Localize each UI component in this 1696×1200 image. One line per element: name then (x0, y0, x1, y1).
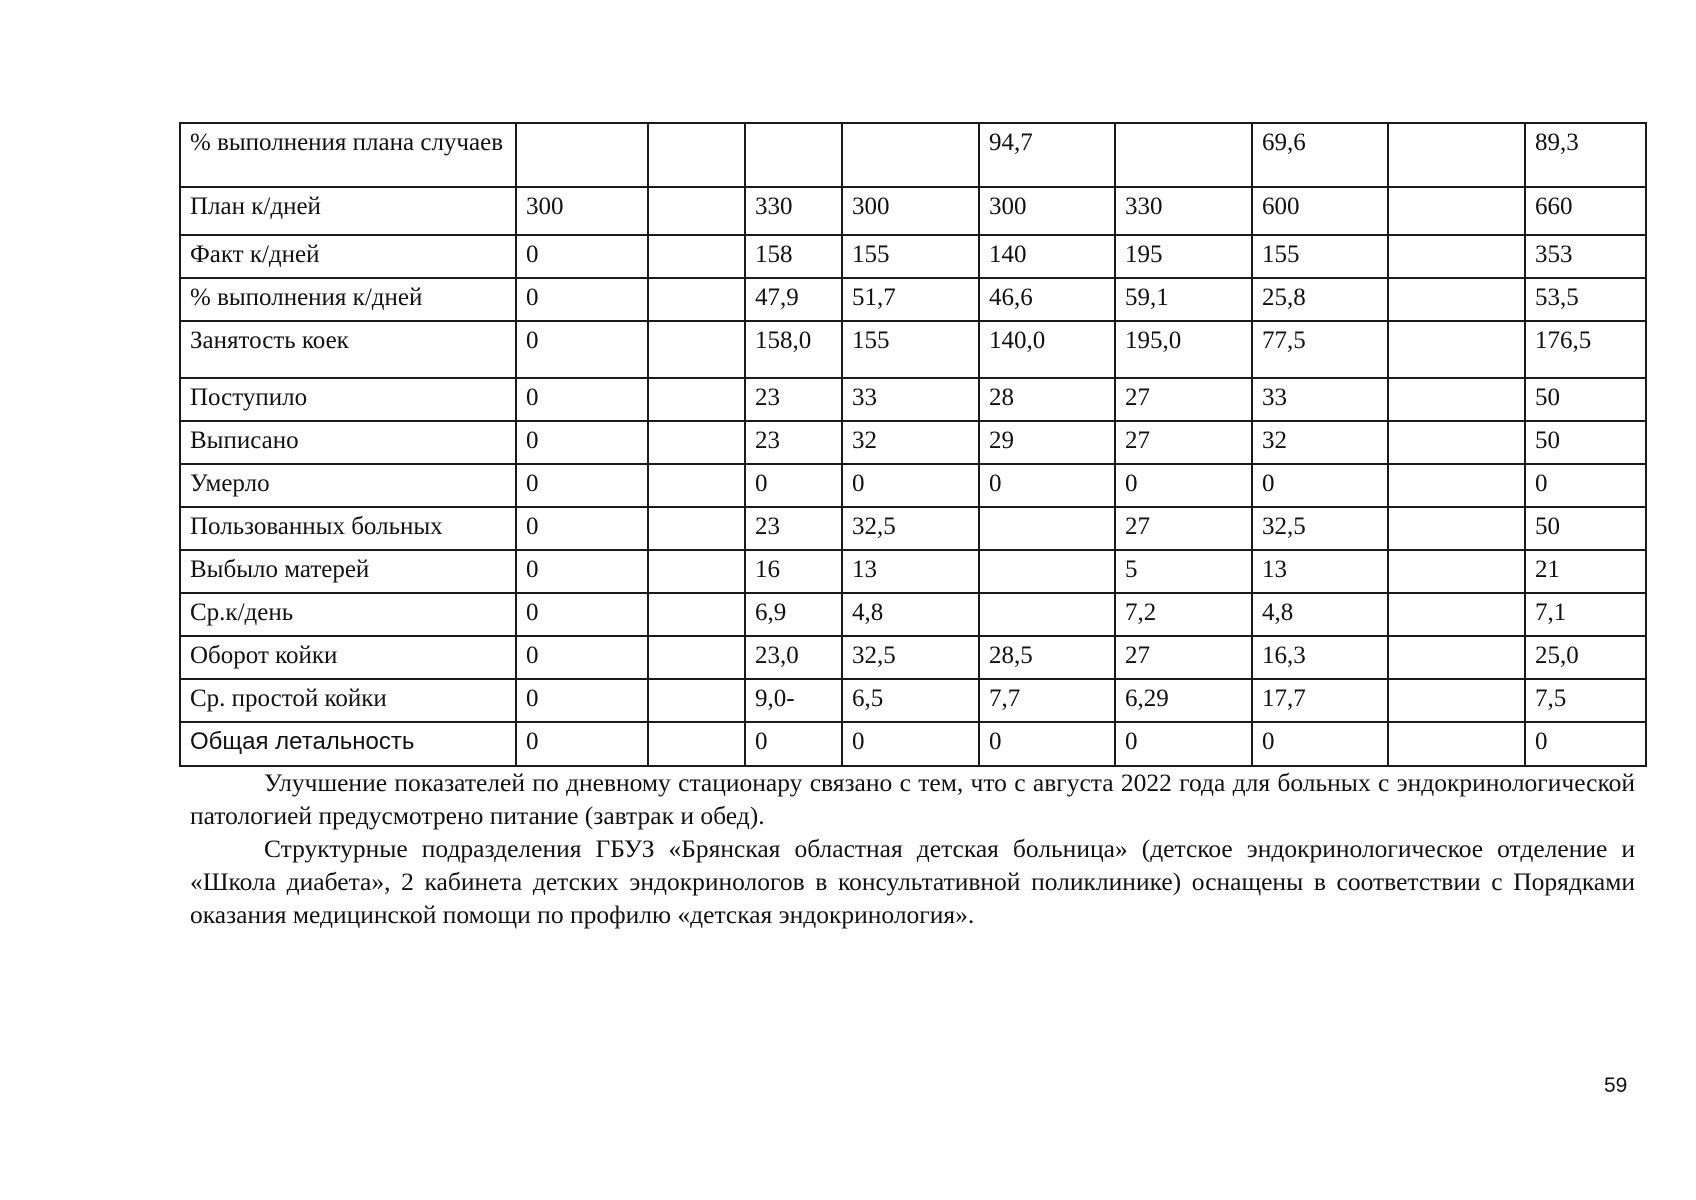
table-cell: 23 (745, 507, 842, 550)
table-cell: 0 (516, 679, 648, 722)
table-cell (1388, 235, 1525, 278)
table-cell: 0 (1115, 722, 1252, 766)
table-cell: 600 (1252, 187, 1388, 235)
table-cell: 353 (1525, 235, 1646, 278)
table-cell (648, 321, 745, 378)
table-cell (979, 507, 1115, 550)
row-label: Пользованных больных (180, 507, 516, 550)
table-cell: 23 (745, 378, 842, 421)
table-cell (842, 123, 979, 187)
table-cell: 4,8 (1252, 593, 1388, 636)
table-cell: 0 (979, 464, 1115, 507)
table-cell: 0 (1252, 722, 1388, 766)
table-cell: 17,7 (1252, 679, 1388, 722)
table-row (180, 378, 1646, 421)
table-cell: 0 (516, 722, 648, 766)
table-cell: 140,0 (979, 321, 1115, 378)
table-cell: 155 (842, 321, 979, 378)
table-cell: 0 (516, 550, 648, 593)
table-cell: 158,0 (745, 321, 842, 378)
table-cell (648, 123, 745, 187)
table-cell: 89,3 (1525, 123, 1646, 187)
table-cell: 0 (516, 378, 648, 421)
paragraph-text: Улучшение показателей по дневному стационару связано с тем, что с августа 2022 года для больных с эндокринологической патологией предусмотрено питание (завтрак и обед). (190, 768, 1635, 830)
table-cell: 16 (745, 550, 842, 593)
table-cell (979, 593, 1115, 636)
table-cell: 9,0- (745, 679, 842, 722)
row-label: Занятость коек (180, 321, 516, 378)
table-cell: 69,6 (1252, 123, 1388, 187)
table-cell: 33 (1252, 378, 1388, 421)
table-row (180, 278, 1646, 321)
table-row (180, 636, 1646, 679)
table-cell: 50 (1525, 421, 1646, 464)
table-row (180, 321, 1646, 378)
table-cell: 77,5 (1252, 321, 1388, 378)
table-cell (648, 421, 745, 464)
table-cell: 4,8 (842, 593, 979, 636)
row-label: Выписано (180, 421, 516, 464)
table-cell: 50 (1525, 378, 1646, 421)
row-label: Оборот койки (180, 636, 516, 679)
row-label: Общая летальность (180, 722, 516, 766)
paragraph (190, 766, 1635, 832)
table-cell: 0 (842, 722, 979, 766)
table-cell (979, 550, 1115, 593)
table-cell: 0 (516, 464, 648, 507)
table-row (180, 421, 1646, 464)
table-row (180, 679, 1646, 722)
table-cell (1388, 378, 1525, 421)
row-label: Ср.к/день (180, 593, 516, 636)
table-row (180, 123, 1646, 187)
table-cell: 0 (1115, 464, 1252, 507)
row-label: % выполнения плана случаев (180, 123, 516, 187)
table-cell: 27 (1115, 378, 1252, 421)
table-cell: 27 (1115, 636, 1252, 679)
table-cell: 13 (1252, 550, 1388, 593)
table-cell: 27 (1115, 507, 1252, 550)
table-cell (1388, 593, 1525, 636)
table-cell: 0 (516, 321, 648, 378)
table-cell (1388, 464, 1525, 507)
table-cell (648, 464, 745, 507)
table-cell (648, 187, 745, 235)
row-label: % выполнения к/дней (180, 278, 516, 321)
table-cell: 0 (1252, 464, 1388, 507)
table-cell: 23,0 (745, 636, 842, 679)
table-cell (648, 507, 745, 550)
table-cell (1388, 679, 1525, 722)
table-cell: 94,7 (979, 123, 1115, 187)
table-row (180, 550, 1646, 593)
table-cell: 195 (1115, 235, 1252, 278)
table-cell (648, 550, 745, 593)
table-cell: 21 (1525, 550, 1646, 593)
table-cell: 25,8 (1252, 278, 1388, 321)
table-cell (1115, 123, 1252, 187)
table-cell: 0 (1525, 464, 1646, 507)
table-cell: 51,7 (842, 278, 979, 321)
table-cell: 13 (842, 550, 979, 593)
table-cell: 33 (842, 378, 979, 421)
table-row (180, 235, 1646, 278)
table-cell (1388, 278, 1525, 321)
table-cell: 32 (842, 421, 979, 464)
table-cell (1388, 187, 1525, 235)
table-cell: 300 (516, 187, 648, 235)
row-label: Ср. простой койки (180, 679, 516, 722)
table-cell: 28,5 (979, 636, 1115, 679)
table-row (180, 187, 1646, 235)
table-cell: 32,5 (842, 507, 979, 550)
table-cell (1388, 421, 1525, 464)
table-cell: 7,2 (1115, 593, 1252, 636)
row-label: Умерло (180, 464, 516, 507)
table-row (180, 464, 1646, 507)
table-cell: 176,5 (1525, 321, 1646, 378)
table-cell: 0 (516, 421, 648, 464)
table-cell (1388, 507, 1525, 550)
table-cell: 6,9 (745, 593, 842, 636)
table-cell: 155 (842, 235, 979, 278)
table-cell: 32,5 (842, 636, 979, 679)
table-cell: 140 (979, 235, 1115, 278)
table-cell (648, 378, 745, 421)
table-cell: 0 (516, 507, 648, 550)
table-cell (648, 235, 745, 278)
row-label: Выбыло матерей (180, 550, 516, 593)
table-cell: 59,1 (1115, 278, 1252, 321)
table-cell: 53,5 (1525, 278, 1646, 321)
table-cell: 0 (745, 722, 842, 766)
table-cell: 330 (745, 187, 842, 235)
row-label: Поступило (180, 378, 516, 421)
table-row (180, 722, 1646, 766)
table-cell (648, 593, 745, 636)
table-cell (648, 722, 745, 766)
table-row (180, 593, 1646, 636)
table-cell: 300 (979, 187, 1115, 235)
table-cell: 0 (1525, 722, 1646, 766)
statistics-table (179, 122, 1647, 767)
table-cell: 6,5 (842, 679, 979, 722)
table-cell: 27 (1115, 421, 1252, 464)
table-cell (648, 636, 745, 679)
table-cell: 50 (1525, 507, 1646, 550)
table-row (180, 507, 1646, 550)
table-cell (1388, 722, 1525, 766)
table-cell: 7,5 (1525, 679, 1646, 722)
row-label: Факт к/дней (180, 235, 516, 278)
table-cell: 46,6 (979, 278, 1115, 321)
table-cell: 660 (1525, 187, 1646, 235)
table-cell (1388, 550, 1525, 593)
table-cell: 0 (842, 464, 979, 507)
table-cell: 6,29 (1115, 679, 1252, 722)
paragraph (190, 832, 1635, 931)
table-cell: 32 (1252, 421, 1388, 464)
paragraph-text: Структурные подразделения ГБУЗ «Брянская областная детская больница» (детское эндокринологическое отделение и «Школа диабета», 2 кабинета детских эндокринологов в консультативной поликлинике) оснащены в соответствии с Порядками оказания медицинской помощи по профилю «детская эндокринология». (190, 834, 1635, 929)
table-cell (516, 123, 648, 187)
table-cell: 7,7 (979, 679, 1115, 722)
table-cell: 23 (745, 421, 842, 464)
table-cell: 300 (842, 187, 979, 235)
table-cell: 32,5 (1252, 507, 1388, 550)
table-cell: 0 (745, 464, 842, 507)
table-cell: 0 (979, 722, 1115, 766)
table-cell: 25,0 (1525, 636, 1646, 679)
table-cell: 5 (1115, 550, 1252, 593)
table-cell (1388, 321, 1525, 378)
table-cell: 0 (516, 278, 648, 321)
table-cell (1388, 636, 1525, 679)
table-cell: 29 (979, 421, 1115, 464)
table-cell: 0 (516, 636, 648, 679)
table-cell: 47,9 (745, 278, 842, 321)
table-cell (648, 679, 745, 722)
table-cell: 7,1 (1525, 593, 1646, 636)
table-cell: 0 (516, 235, 648, 278)
page-number: 59 (1604, 1074, 1628, 1097)
table-cell (1388, 123, 1525, 187)
table-cell: 330 (1115, 187, 1252, 235)
table-cell: 28 (979, 378, 1115, 421)
table-cell: 195,0 (1115, 321, 1252, 378)
table-cell: 16,3 (1252, 636, 1388, 679)
row-label: План к/дней (180, 187, 516, 235)
table-cell: 0 (516, 593, 648, 636)
table-cell (648, 278, 745, 321)
table-cell (745, 123, 842, 187)
table-cell: 158 (745, 235, 842, 278)
table-cell: 155 (1252, 235, 1388, 278)
